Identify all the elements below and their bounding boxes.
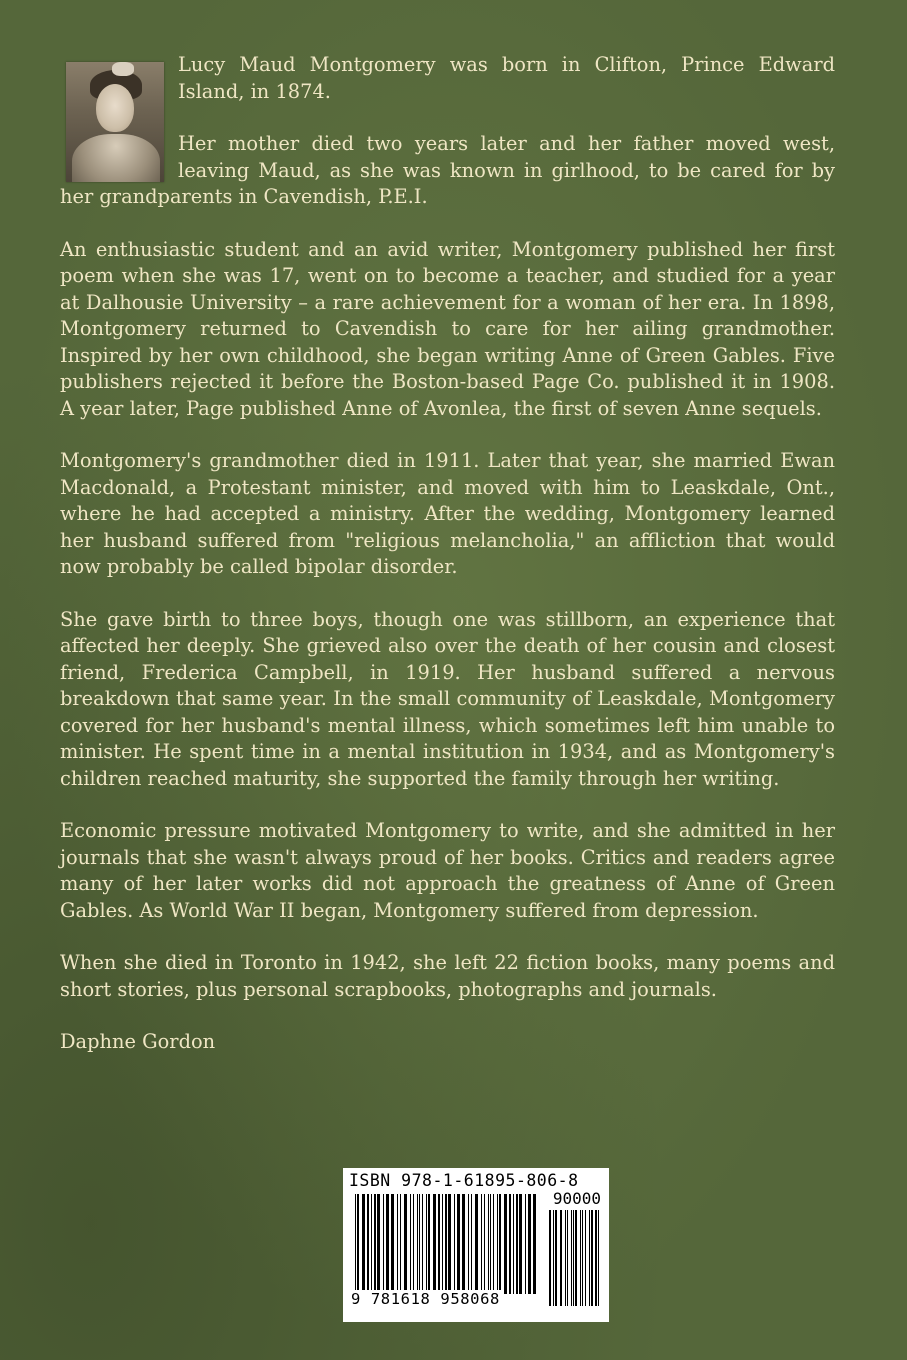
- barcode-bar: [504, 1194, 507, 1294]
- barcode-bar: [475, 1194, 478, 1294]
- barcode-bar: [442, 1194, 443, 1294]
- barcode-bar: [493, 1194, 494, 1294]
- bio-paragraph-7: When she died in Toronto in 1942, she left 22 fiction books, many poems and short stories, plus personal scrapbooks, photographs and journals.: [60, 951, 835, 1001]
- addon-bar: [582, 1210, 583, 1306]
- barcode-bar: [513, 1194, 514, 1294]
- barcode-bar: [481, 1194, 482, 1294]
- addon-number: 90000: [552, 1189, 601, 1208]
- barcode-bar: [410, 1194, 411, 1294]
- barcode-bar: [457, 1194, 460, 1294]
- barcode-bar: [377, 1194, 380, 1294]
- bio-paragraph-2: Her mother died two years later and her father moved west, leaving Maud, as she was known in girlhood, to be cared for by her grandparents in Cavendish, P.E.I.: [60, 132, 835, 208]
- barcode-bar: [484, 1194, 485, 1294]
- barcode-bar: [371, 1194, 372, 1294]
- bio-paragraph-1: Lucy Maud Montgomery was born in Clifton, Prince Edward Island, in 1874.: [178, 53, 835, 103]
- barcode-bar: [417, 1194, 418, 1294]
- barcode-bar: [499, 1194, 501, 1294]
- addon-bar: [575, 1210, 577, 1306]
- bio-paragraph-5: She gave birth to three boys, though one was stillborn, an experience that affected her deeply. She grieved also over the death of her cousin and closest friend, Frederica Campbell, in 1919. Her husband suffered a nervous breakdown that same year. In the small community of Leaskdale, Montgomery covered for her husband's mental illness, which sometimes left him unable to minister. He spent time in a mental institution in 1934, and as Montgomery's children reached maturity, she supported the family through her writing.: [60, 607, 835, 790]
- barcode-bar: [488, 1194, 489, 1294]
- barcode-bar: [422, 1194, 423, 1294]
- addon-bar: [591, 1210, 593, 1306]
- barcode-bar: [519, 1194, 522, 1294]
- barcode-bar: [383, 1194, 384, 1294]
- addon-bar: [580, 1210, 581, 1306]
- barcode-bar: [404, 1194, 407, 1294]
- barcode-bar: [413, 1194, 414, 1294]
- portrait-dress: [72, 134, 160, 182]
- isbn-label: ISBN 978-1-61895-806-8: [349, 1171, 579, 1190]
- barcode-bar: [445, 1194, 447, 1294]
- barcode-bar: [397, 1194, 398, 1294]
- portrait-face: [96, 84, 134, 132]
- barcode-bar: [528, 1194, 531, 1294]
- addon-bar: [549, 1210, 551, 1306]
- barcode-bar: [497, 1194, 498, 1294]
- barcode-bar: [525, 1194, 526, 1294]
- addon-bar: [565, 1210, 566, 1306]
- addon-bar: [567, 1210, 568, 1306]
- portrait-bow: [112, 62, 134, 76]
- barcode-bar: [533, 1194, 536, 1294]
- addon-bar: [595, 1210, 597, 1306]
- barcode-bar: [438, 1194, 440, 1294]
- barcode-bar: [391, 1194, 394, 1294]
- addon-bar: [585, 1210, 586, 1306]
- barcode-bar: [433, 1194, 436, 1294]
- barcode-bars-area: [349, 1189, 603, 1310]
- barcode-bar: [367, 1194, 369, 1294]
- barcode-bar: [516, 1194, 518, 1294]
- bio-paragraph-6: Economic pressure motivated Montgomery to write, and she admitted in her journals that she wasn't always proud of her books. Critics and readers agree many of her later works did not approach the greatness of Anne of Green Gables. As World War II began, Montgomery suffered from depression.: [60, 819, 835, 922]
- barcode-bar: [509, 1194, 511, 1294]
- barcode-bar: [386, 1194, 389, 1294]
- barcode-bar: [448, 1194, 451, 1294]
- addon-bar: [571, 1210, 572, 1306]
- bio-paragraph-3: An enthusiastic student and an avid writer, Montgomery published her first poem when she was 17, went on to become a teacher, and studied for a year at Dalhousie University – a rare achievement for a woman of her era. In 1898, Montgomery returned to Cavendish to care for her ailing grandmother. Inspired by her own childhood, she began writing Anne of Green Gables. Five publishers rejected it before the Boston-based Page Co. published it in 1908. A year later, Page published Anne of Avonlea, the first of seven Anne sequels.: [60, 237, 835, 420]
- bio-paragraph-4: Montgomery's grandmother died in 1911. Later that year, she married Ewan Macdonald, a Protestant minister, and moved with him to Leaskdale, Ont., where he had accepted a ministry. After the wedding, Montgomery learned her husband suffered from "religious melancholia," an affliction that would now probably be called bipolar disorder.: [60, 449, 835, 578]
- barcode-bar: [471, 1194, 472, 1294]
- author-portrait: [66, 62, 164, 182]
- ean-number: 9 781618 958068: [351, 1290, 500, 1308]
- barcode-bar: [374, 1194, 376, 1294]
- addon-bar: [555, 1210, 557, 1306]
- isbn-barcode: [343, 1168, 609, 1322]
- barcode-bar: [462, 1194, 465, 1294]
- barcode-bar: [468, 1194, 469, 1294]
- barcode-bar: [428, 1194, 430, 1294]
- barcode-bar: [400, 1194, 401, 1294]
- barcode-bar: [490, 1194, 491, 1294]
- addon-bar: [573, 1210, 574, 1306]
- addon-bar: [560, 1210, 562, 1306]
- addon-bar: [553, 1210, 554, 1306]
- barcode-bar: [419, 1194, 420, 1294]
- barcode-bar: [362, 1194, 365, 1294]
- barcode-bar: [426, 1194, 427, 1294]
- author-signature: Daphne Gordon: [60, 1030, 216, 1053]
- barcode-bar: [454, 1194, 455, 1294]
- addon-bar: [589, 1210, 590, 1306]
- biography-text: [60, 52, 835, 1082]
- addon-bar: [598, 1210, 599, 1306]
